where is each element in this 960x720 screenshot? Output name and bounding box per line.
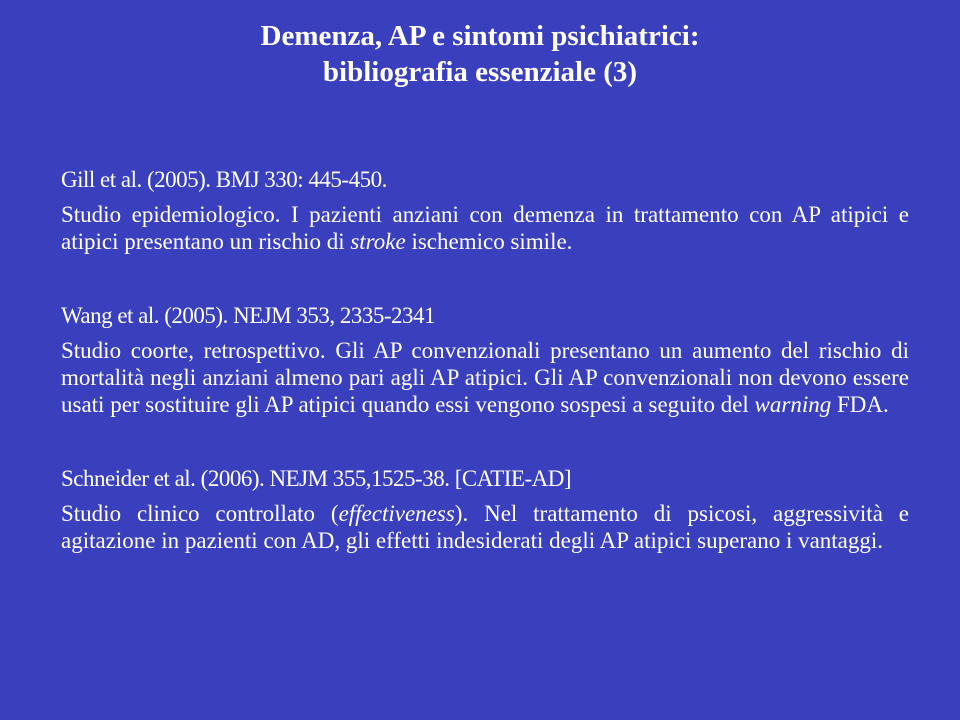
bibliography-list xyxy=(61,166,909,601)
title-line-1: Demenza, AP e sintomi psichiatrici: xyxy=(260,20,700,52)
description-text-end: FDA. xyxy=(831,392,889,417)
reference-citation: Schneider et al. (2006). NEJM 355,1525-38. [CATIE-AD] xyxy=(61,466,572,491)
description-text: Studio epidemiologico. I pazienti anziani con demenza in trattamento con AP atipici e atipici presentano un rischio di xyxy=(61,202,909,254)
title-line-2: bibliografia essenziale (3) xyxy=(322,56,638,88)
reference-citation: Wang et al. (2005). NEJM 353, 2335-2341 xyxy=(61,303,436,328)
slide-title xyxy=(0,18,960,90)
description-emphasis: warning xyxy=(754,392,832,417)
reference-description xyxy=(61,500,909,554)
bibliography-entry-gill xyxy=(61,166,909,255)
description-text-end: ). Nel trattamento di psicosi, aggressività e agitazione in pazienti con AD, gli effetti indesiderati degli AP atipici superano i vantaggi. xyxy=(61,501,909,553)
description-emphasis: stroke xyxy=(350,229,406,254)
description-text: Studio clinico controllato ( xyxy=(61,501,339,526)
reference-citation: Gill et al. (2005). BMJ 330: 445-450. xyxy=(61,167,387,192)
bibliography-entry-schneider xyxy=(61,465,909,554)
description-text-end: ischemico simile. xyxy=(405,229,573,254)
reference-description xyxy=(61,337,909,418)
description-emphasis: effectiveness xyxy=(338,501,455,526)
description-text: Studio coorte, retrospettivo. Gli AP convenzionali presentano un aumento del rischio di mortalità negli anziani almeno pari agli AP atipici. Gli AP convenzionali non devono essere usati per sostituire gli AP atipici quando essi vengono sospesi a seguito del xyxy=(61,338,909,417)
bibliography-entry-wang xyxy=(61,302,909,418)
reference-description xyxy=(61,201,909,255)
